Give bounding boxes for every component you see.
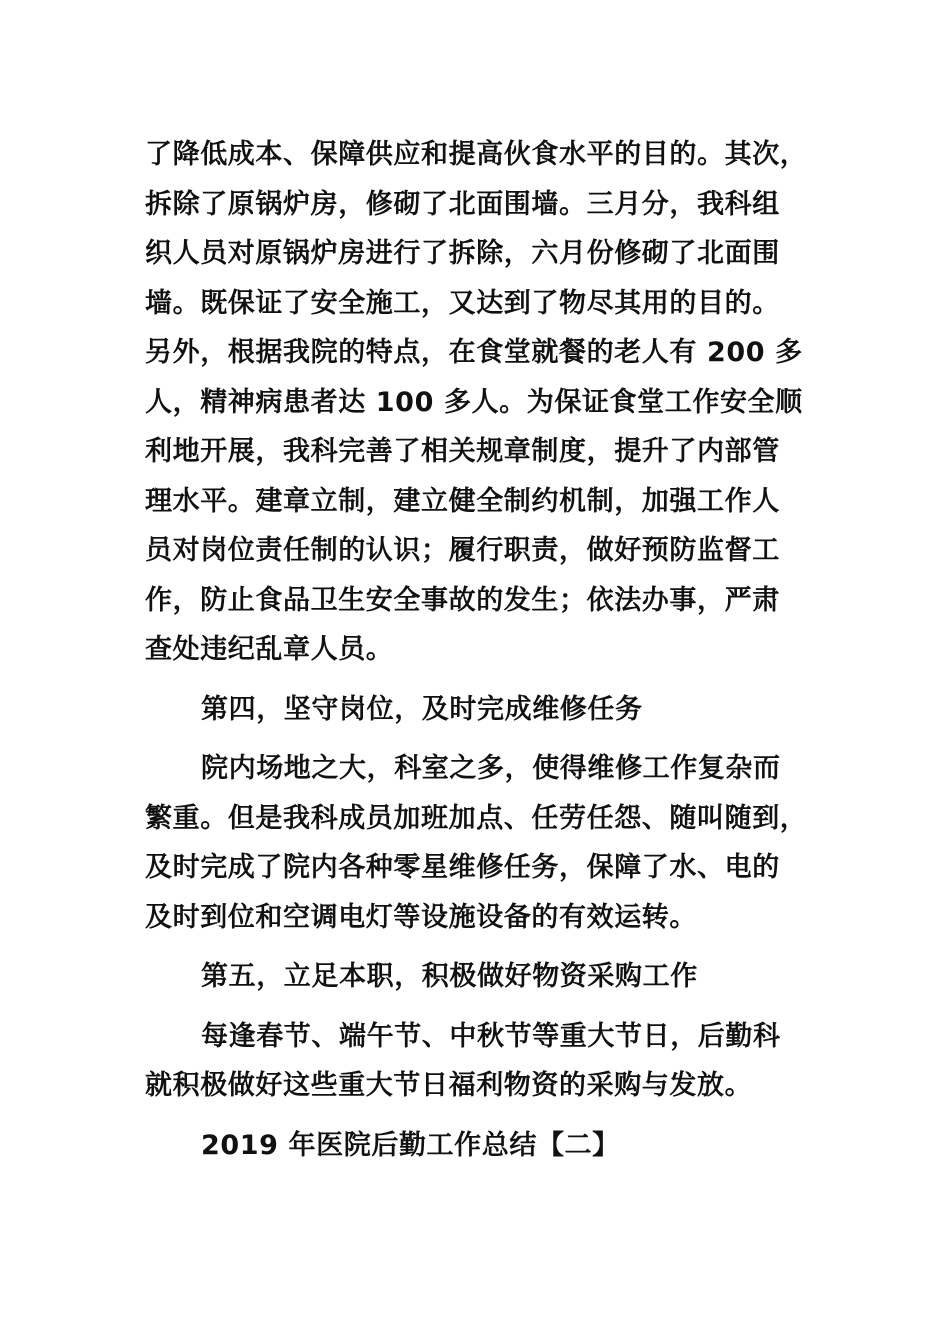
paragraph-spacer: [145, 942, 835, 952]
text-line: 院内场地之大，科室之多，使得维修工作复杂而: [201, 753, 781, 784]
text-line: 利地开展，我科完善了相关规章制度，提升了内部管: [145, 436, 780, 467]
text-line: 就积极做好这些重大节日福利物资的采购与发放。: [145, 1070, 753, 1101]
text-line: 织人员对原锅炉房进行了拆除，六月份修砌了北面围: [145, 238, 780, 269]
text-line: 员对岗位责任制的认识；履行职责，做好预防监督工: [145, 535, 780, 566]
heading-line: 第五，立足本职，积极做好物资采购工作: [201, 961, 698, 992]
text-line: 繁重。但是我科成员加班加点、任劳任怨、随叫随到，: [145, 802, 808, 834]
section-heading-summary-two: [145, 1121, 835, 1171]
text-line: 了降低成本、保障供应和提高伙食水平的目的。其次，: [145, 139, 808, 170]
paragraph-spacer: [145, 675, 835, 685]
paragraph-procurement: [145, 1012, 835, 1111]
document-body: [145, 130, 835, 1170]
text-line: 拆除了原锅炉房，修砌了北面围墙。三月分，我科组: [145, 188, 780, 220]
text-line: 另外，根据我院的特点，在食堂就餐的老人有 200 多: [145, 337, 803, 368]
text-line: 理水平。建章立制，建立健全制约机制，加强工作人: [145, 485, 780, 517]
heading-line: 2019 年医院后勤工作总结【二】: [201, 1129, 620, 1161]
section-heading-fourth: [145, 685, 835, 735]
text-line: 及时到位和空调电灯等设施设备的有效运转。: [145, 901, 697, 933]
text-line: 查处违纪乱章人员。: [145, 634, 394, 665]
text-line: 作，防止食品卫生安全事故的发生；依法办事，严肃: [145, 584, 780, 616]
text-line: 墙。既保证了安全施工，又达到了物尽其用的目的。: [145, 287, 780, 319]
text-line: 每逢春节、端午节、中秋节等重大节日，后勤科: [201, 1020, 781, 1052]
heading-line: 第四，坚守岗位，及时完成维修任务: [201, 693, 643, 725]
text-line: 人，精神病患者达 100 多人。为保证食堂工作安全顺: [145, 386, 803, 418]
paragraph-maintenance: [145, 744, 835, 942]
paragraph-canteen-management: [145, 130, 835, 675]
text-line: 及时完成了院内各种零星维修任务，保障了水、电的: [145, 852, 780, 883]
paragraph-spacer: [145, 734, 835, 744]
paragraph-spacer: [145, 1002, 835, 1012]
section-heading-fifth: [145, 952, 835, 1002]
paragraph-spacer: [145, 1111, 835, 1121]
